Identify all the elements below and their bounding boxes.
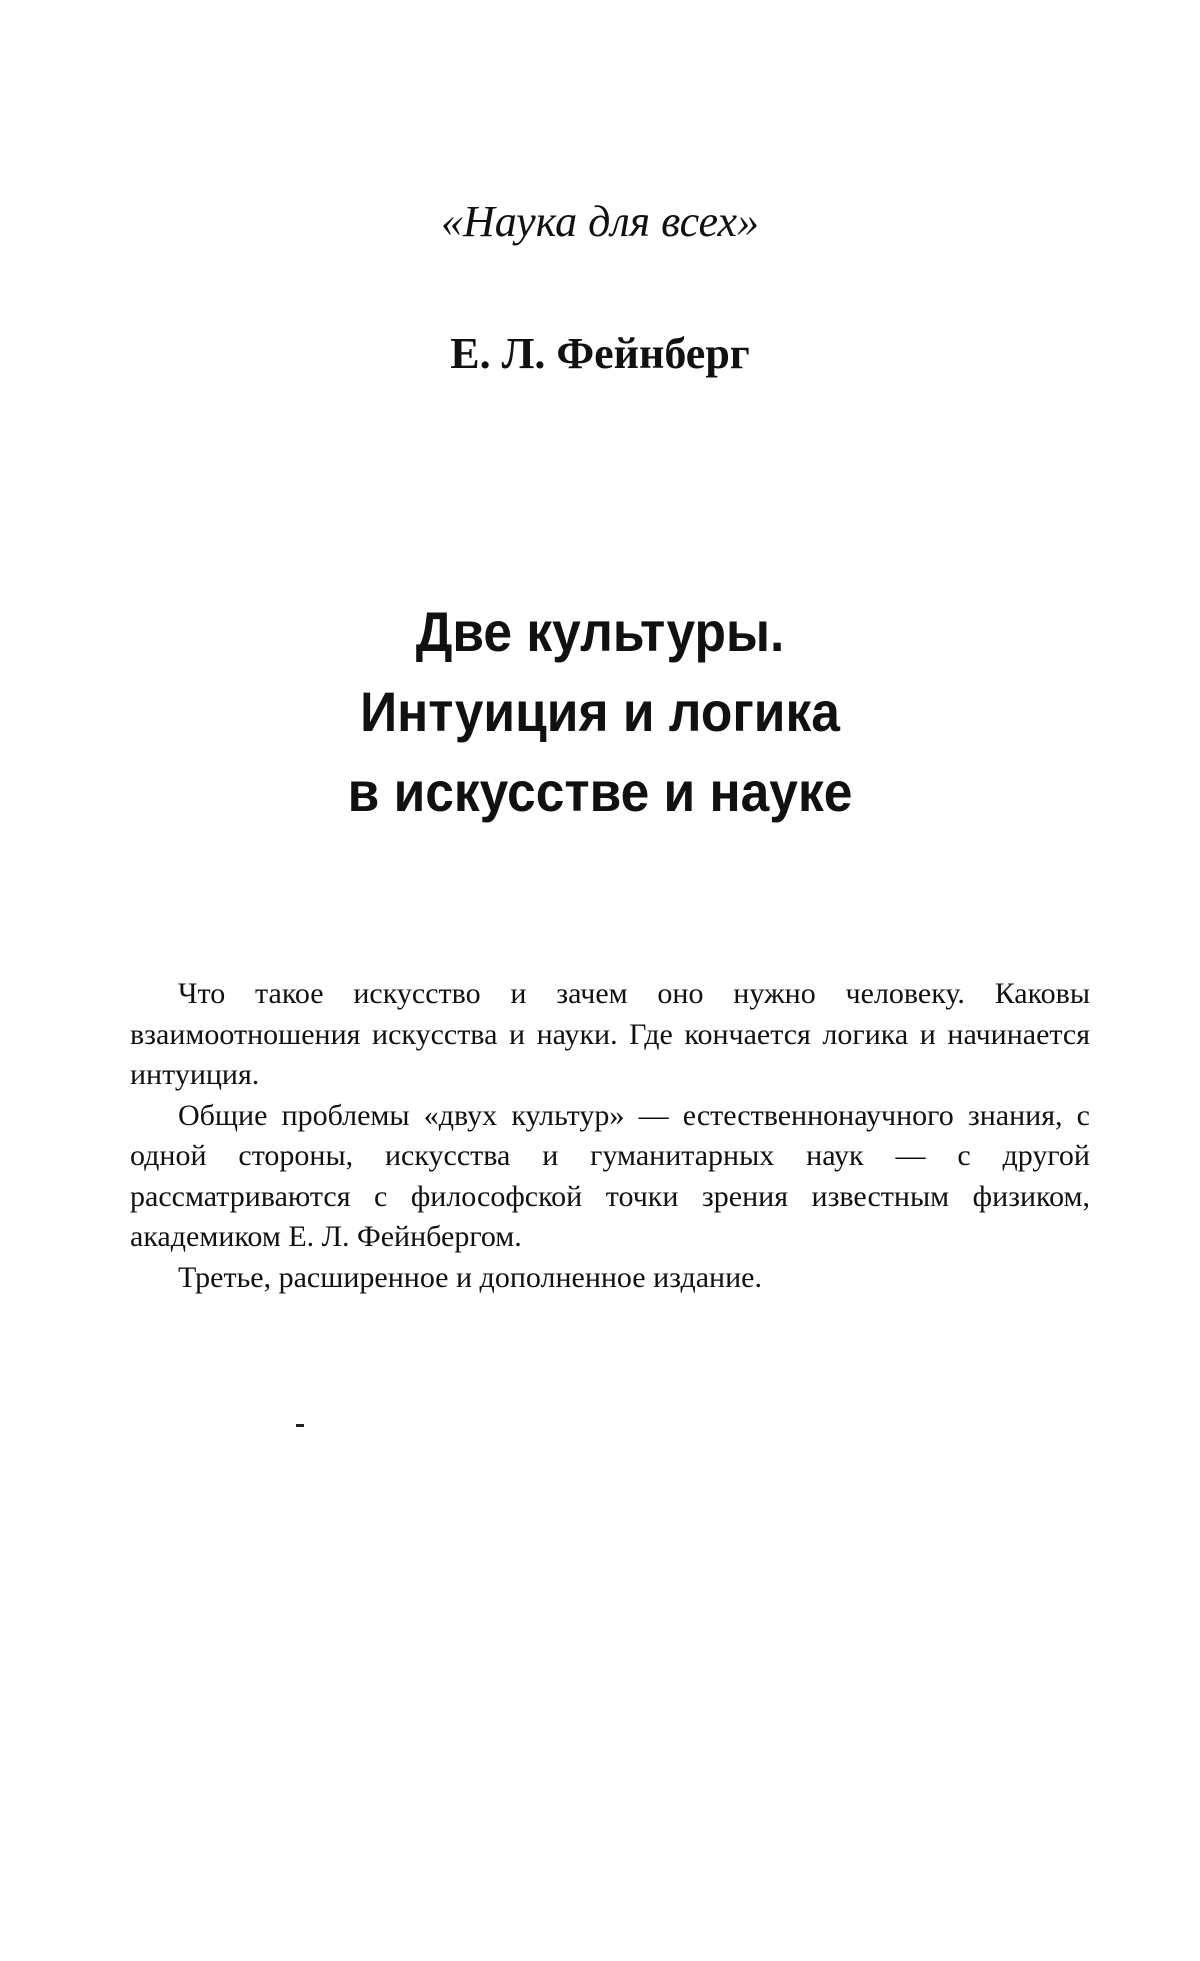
- book-title-line: Интуиция и логика: [360, 680, 840, 743]
- author-name: Е. Л. Фейнберг: [450, 329, 750, 378]
- annotation-paragraph: Общие проблемы «двух культур» — естественнонаучного знания, с одной стороны, искусства и гуманитарных наук — с другой рассматриваются с философской точки зрения известным физиком, академиком Е. Л. Фейнбергом.: [130, 1098, 1090, 1253]
- annotation-paragraph: Третье, расширенное и дополненное издание.: [178, 1260, 762, 1294]
- annotation-paragraph: Что такое искусство и зачем оно нужно человеку. Каковы взаимоотношения искусства и науки. Где кончается логика и начинается интуиция.: [130, 977, 1090, 1091]
- print-dash-mark: [296, 1424, 304, 1427]
- book-title: [48, 592, 1152, 832]
- book-title-line: в искусстве и науке: [347, 760, 853, 823]
- series-name: «Наука для всех»: [440, 197, 760, 246]
- book-title-line: Две культуры.: [415, 600, 785, 663]
- annotation-block: [130, 974, 1090, 1298]
